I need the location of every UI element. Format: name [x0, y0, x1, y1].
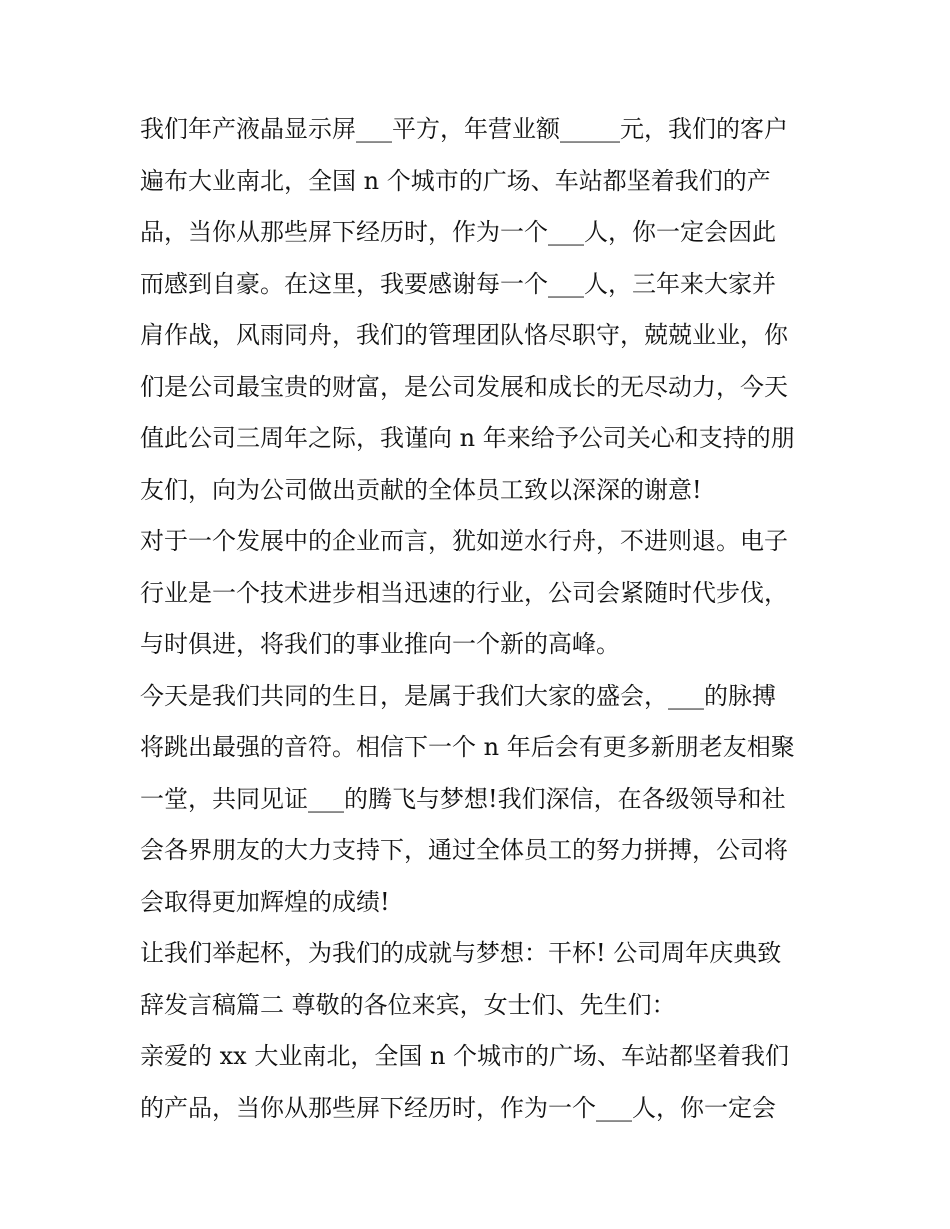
text-line: 肩作战，风雨同舟，我们的管理团队恪尽职守，兢兢业业，你: [140, 321, 788, 349]
text-line: 们是公司最宝贵的财富，是公司发展和成长的无尽动力，今天: [140, 372, 788, 401]
text-line: 辞发言稿篇二 尊敬的各位来宾，女士们、先生们：: [140, 990, 676, 1019]
text-line: 值此公司三周年之际，我谨向 n 年来给予公司关心和支持的朋: [140, 424, 795, 452]
text-line: 亲爱的 xx 大业南北，全国 n 个城市的广场、车站都坚着我们: [140, 1042, 790, 1070]
text-line: 会取得更加辉煌的成绩!: [140, 887, 390, 916]
text-line: 品，当你从那些屏下经历时，作为一个___人，你一定会因此: [140, 218, 776, 246]
text-line: 的产品，当你从那些屏下经历时，作为一个___人，你一定会: [140, 1093, 776, 1122]
document-body: [140, 104, 820, 1134]
text-line: 让我们举起杯，为我们的成就与梦想：干杯! 公司周年庆典致: [140, 939, 782, 967]
text-line: 今天是我们共同的生日，是属于我们大家的盛会，___的脉搏: [140, 681, 776, 710]
text-line: 一堂，共同见证___的腾飞与梦想!我们深信，在各级领导和社: [140, 784, 786, 813]
text-line: 将跳出最强的音符。相信下一个 n 年后会有更多新朋老友相聚: [140, 733, 795, 761]
text-line: 友们，向为公司做出贡献的全体员工致以深深的谢意!: [140, 475, 702, 504]
text-line: 对于一个发展中的企业而言，犹如逆水行舟，不进则退。电子: [140, 527, 788, 555]
text-line: 我们年产液晶显示屏___平方，年营业额_____元，我们的客户: [140, 115, 788, 143]
text-line: 遍布大业南北，全国 n 个城市的广场、车站都坚着我们的产: [140, 166, 771, 195]
text-line: 而感到自豪。在这里，我要感谢每一个___人，三年来大家并: [140, 269, 776, 298]
text-line: 行业是一个技术进步相当迅速的行业，公司会紧随时代步伐，: [140, 578, 788, 607]
text-line: 与时俱进，将我们的事业推向一个新的高峰。: [140, 630, 620, 658]
text-line: 会各界朋友的大力支持下，通过全体员工的努力拼搏，公司将: [140, 836, 788, 864]
